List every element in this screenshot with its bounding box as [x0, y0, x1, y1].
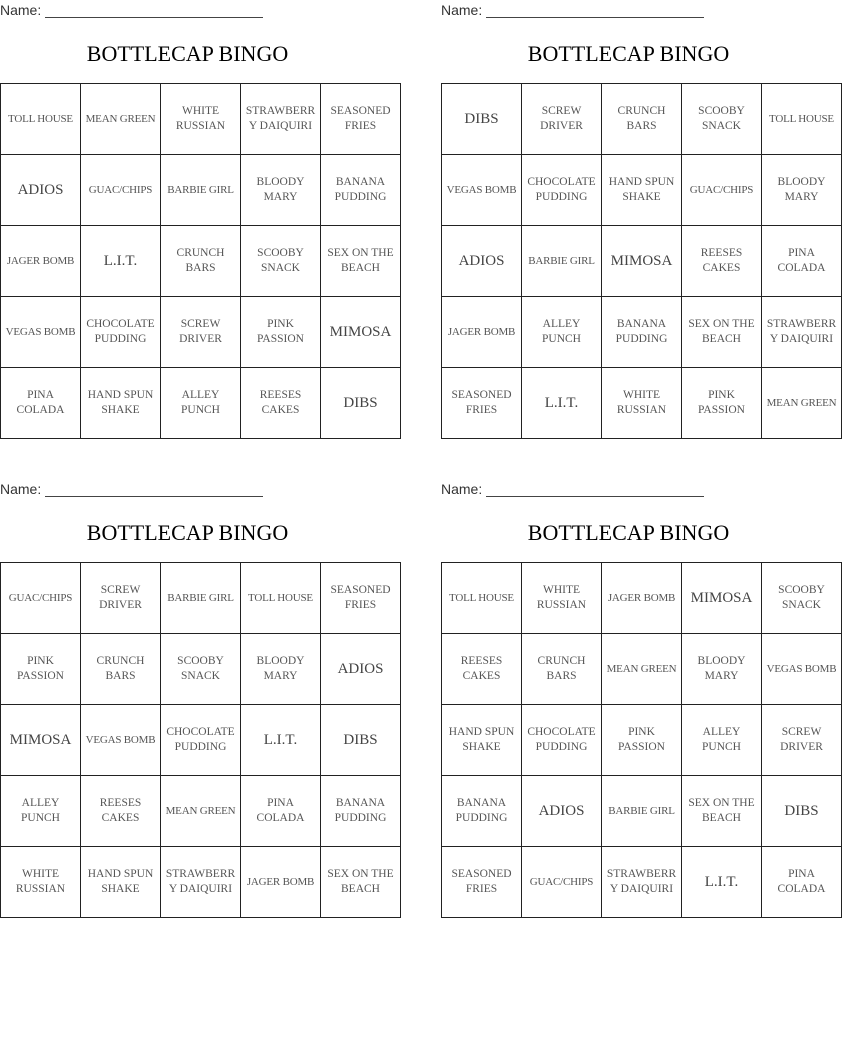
bingo-cell[interactable]: WHITE RUSSIAN: [161, 84, 241, 155]
bingo-cell[interactable]: BLOODY MARY: [762, 155, 842, 226]
bingo-row: [442, 155, 842, 226]
bingo-cell[interactable]: DIBS: [321, 368, 401, 439]
bingo-cell[interactable]: ALLEY PUNCH: [161, 368, 241, 439]
bingo-cell[interactable]: PINA COLADA: [241, 776, 321, 847]
bingo-cell[interactable]: SCREW DRIVER: [161, 297, 241, 368]
bingo-grid: [0, 562, 401, 918]
bingo-cell[interactable]: BANANA PUDDING: [321, 155, 401, 226]
bingo-cell[interactable]: SCOOBY SNACK: [682, 84, 762, 155]
card-title: BOTTLECAP BINGO: [86, 520, 289, 545]
bingo-cell[interactable]: ALLEY PUNCH: [522, 297, 602, 368]
bingo-cell[interactable]: HAND SPUN SHAKE: [81, 368, 161, 439]
bingo-card-1: [0, 0, 394, 432]
name-label: Name:: [0, 481, 42, 497]
bingo-row: [1, 634, 401, 705]
card-title: BOTTLECAP BINGO: [527, 41, 730, 66]
bingo-cell[interactable]: BARBIE GIRL: [161, 563, 241, 634]
bingo-cell[interactable]: TOLL HOUSE: [241, 563, 321, 634]
bingo-cell[interactable]: ALLEY PUNCH: [682, 705, 762, 776]
bingo-row: [1, 776, 401, 847]
bingo-cell[interactable]: JAGER BOMB: [442, 297, 522, 368]
bingo-cell[interactable]: L.I.T.: [522, 368, 602, 439]
bingo-row: [442, 226, 842, 297]
bingo-cell[interactable]: STRAWBERRY DAIQUIRI: [602, 847, 682, 918]
bingo-cell[interactable]: SEASONED FRIES: [442, 847, 522, 918]
bingo-cell[interactable]: CHOCOLATE PUDDING: [522, 705, 602, 776]
bingo-cell[interactable]: BARBIE GIRL: [602, 776, 682, 847]
bingo-cell[interactable]: SEX ON THE BEACH: [682, 776, 762, 847]
bingo-cell[interactable]: CHOCOLATE PUDDING: [161, 705, 241, 776]
bingo-row: [442, 368, 842, 439]
bingo-cell[interactable]: SEX ON THE BEACH: [321, 847, 401, 918]
bingo-cell[interactable]: JAGER BOMB: [1, 226, 81, 297]
bingo-row: [1, 847, 401, 918]
bingo-cell[interactable]: SEASONED FRIES: [321, 84, 401, 155]
bingo-cell[interactable]: TOLL HOUSE: [442, 563, 522, 634]
bingo-cell[interactable]: GUAC/CHIPS: [1, 563, 81, 634]
bingo-cell[interactable]: MIMOSA: [682, 563, 762, 634]
bingo-card-2: [441, 0, 837, 432]
bingo-cell[interactable]: SCREW DRIVER: [762, 705, 842, 776]
bingo-cell[interactable]: JAGER BOMB: [241, 847, 321, 918]
bingo-cell[interactable]: SEX ON THE BEACH: [682, 297, 762, 368]
bingo-cell[interactable]: MEAN GREEN: [81, 84, 161, 155]
bingo-cell[interactable]: CRUNCH BARS: [522, 634, 602, 705]
bingo-cell[interactable]: L.I.T.: [241, 705, 321, 776]
card-title: BOTTLECAP BINGO: [86, 41, 289, 66]
bingo-cell[interactable]: MEAN GREEN: [762, 368, 842, 439]
bingo-cell[interactable]: MIMOSA: [602, 226, 682, 297]
bingo-cell[interactable]: TOLL HOUSE: [1, 84, 81, 155]
bingo-cell[interactable]: HAND SPUN SHAKE: [602, 155, 682, 226]
bingo-cell[interactable]: ALLEY PUNCH: [1, 776, 81, 847]
bingo-card-3: [0, 479, 394, 911]
bingo-cell[interactable]: PINK PASSION: [241, 297, 321, 368]
bingo-row: [442, 297, 842, 368]
bingo-cell[interactable]: BANANA PUDDING: [321, 776, 401, 847]
bingo-cell[interactable]: BLOODY MARY: [241, 155, 321, 226]
bingo-cell[interactable]: WHITE RUSSIAN: [522, 563, 602, 634]
bingo-cell[interactable]: CRUNCH BARS: [81, 634, 161, 705]
bingo-cell[interactable]: CRUNCH BARS: [602, 84, 682, 155]
bingo-cell[interactable]: SCREW DRIVER: [522, 84, 602, 155]
bingo-cell[interactable]: REESES CAKES: [682, 226, 762, 297]
bingo-cell[interactable]: MIMOSA: [321, 297, 401, 368]
bingo-cell[interactable]: BANANA PUDDING: [602, 297, 682, 368]
bingo-cell[interactable]: REESES CAKES: [241, 368, 321, 439]
bingo-cell[interactable]: BLOODY MARY: [682, 634, 762, 705]
bingo-cell[interactable]: ADIOS: [522, 776, 602, 847]
bingo-cell[interactable]: BANANA PUDDING: [442, 776, 522, 847]
bingo-cell[interactable]: PINK PASSION: [602, 705, 682, 776]
name-label: Name:: [0, 2, 42, 18]
name-field[interactable]: [0, 2, 263, 18]
bingo-row: [1, 226, 401, 297]
bingo-row: [442, 634, 842, 705]
bingo-row: [1, 297, 401, 368]
bingo-cell[interactable]: WHITE RUSSIAN: [602, 368, 682, 439]
name-underline: [45, 483, 263, 497]
bingo-cell[interactable]: BARBIE GIRL: [522, 226, 602, 297]
bingo-cell[interactable]: SEASONED FRIES: [321, 563, 401, 634]
bingo-cell[interactable]: PINA COLADA: [762, 226, 842, 297]
bingo-row: [1, 705, 401, 776]
bingo-cell[interactable]: CHOCOLATE PUDDING: [522, 155, 602, 226]
bingo-grid: [0, 83, 401, 439]
bingo-cell[interactable]: MIMOSA: [1, 705, 81, 776]
bingo-cell[interactable]: STRAWBERRY DAIQUIRI: [161, 847, 241, 918]
name-field[interactable]: [0, 481, 263, 497]
bingo-cell[interactable]: MEAN GREEN: [161, 776, 241, 847]
bingo-row: [442, 705, 842, 776]
name-label: Name:: [441, 2, 483, 18]
bingo-cell[interactable]: BARBIE GIRL: [161, 155, 241, 226]
bingo-cell[interactable]: GUAC/CHIPS: [81, 155, 161, 226]
bingo-cell[interactable]: VEGAS BOMB: [442, 155, 522, 226]
bingo-row: [442, 776, 842, 847]
bingo-cell[interactable]: ADIOS: [321, 634, 401, 705]
bingo-cell[interactable]: L.I.T.: [682, 847, 762, 918]
bingo-cell[interactable]: PINA COLADA: [1, 368, 81, 439]
bingo-cell[interactable]: REESES CAKES: [81, 776, 161, 847]
bingo-cell[interactable]: HAND SPUN SHAKE: [81, 847, 161, 918]
bingo-cell[interactable]: CHOCOLATE PUDDING: [81, 297, 161, 368]
bingo-cell[interactable]: ADIOS: [1, 155, 81, 226]
name-field[interactable]: [441, 481, 704, 497]
bingo-row: [1, 84, 401, 155]
bingo-cell[interactable]: DIBS: [442, 84, 522, 155]
bingo-cell[interactable]: TOLL HOUSE: [762, 84, 842, 155]
bingo-cell[interactable]: CRUNCH BARS: [161, 226, 241, 297]
bingo-cell[interactable]: PINA COLADA: [762, 847, 842, 918]
bingo-cell[interactable]: DIBS: [762, 776, 842, 847]
bingo-row: [442, 563, 842, 634]
bingo-cell[interactable]: PINK PASSION: [1, 634, 81, 705]
name-underline: [486, 483, 704, 497]
bingo-cell[interactable]: SEASONED FRIES: [442, 368, 522, 439]
bingo-cell[interactable]: L.I.T.: [81, 226, 161, 297]
bingo-row: [442, 84, 842, 155]
bingo-cell[interactable]: REESES CAKES: [442, 634, 522, 705]
bingo-cell[interactable]: SCOOBY SNACK: [241, 226, 321, 297]
bingo-cell[interactable]: DIBS: [321, 705, 401, 776]
bingo-cell[interactable]: SEX ON THE BEACH: [321, 226, 401, 297]
bingo-cell[interactable]: PINK PASSION: [682, 368, 762, 439]
card-title: BOTTLECAP BINGO: [527, 520, 730, 545]
bingo-cell[interactable]: STRAWBERRY DAIQUIRI: [762, 297, 842, 368]
bingo-cell[interactable]: JAGER BOMB: [602, 563, 682, 634]
bingo-cell[interactable]: HAND SPUN SHAKE: [442, 705, 522, 776]
bingo-cell[interactable]: ADIOS: [442, 226, 522, 297]
name-underline: [45, 4, 263, 18]
bingo-row: [1, 563, 401, 634]
bingo-cell[interactable]: VEGAS BOMB: [762, 634, 842, 705]
name-label: Name:: [441, 481, 483, 497]
bingo-cell[interactable]: VEGAS BOMB: [1, 297, 81, 368]
bingo-cell[interactable]: VEGAS BOMB: [81, 705, 161, 776]
bingo-grid: [441, 83, 842, 439]
bingo-cell[interactable]: SCOOBY SNACK: [762, 563, 842, 634]
bingo-cell[interactable]: STRAWBERRY DAIQUIRI: [241, 84, 321, 155]
name-underline: [486, 4, 704, 18]
bingo-cell[interactable]: MEAN GREEN: [602, 634, 682, 705]
name-field[interactable]: [441, 2, 704, 18]
bingo-cell[interactable]: GUAC/CHIPS: [682, 155, 762, 226]
bingo-cell[interactable]: WHITE RUSSIAN: [1, 847, 81, 918]
bingo-cell[interactable]: SCREW DRIVER: [81, 563, 161, 634]
bingo-card-4: [441, 479, 837, 911]
bingo-cell[interactable]: BLOODY MARY: [241, 634, 321, 705]
bingo-cell[interactable]: SCOOBY SNACK: [161, 634, 241, 705]
bingo-row: [1, 368, 401, 439]
bingo-grid: [441, 562, 842, 918]
bingo-cell[interactable]: GUAC/CHIPS: [522, 847, 602, 918]
bingo-row: [442, 847, 842, 918]
bingo-row: [1, 155, 401, 226]
